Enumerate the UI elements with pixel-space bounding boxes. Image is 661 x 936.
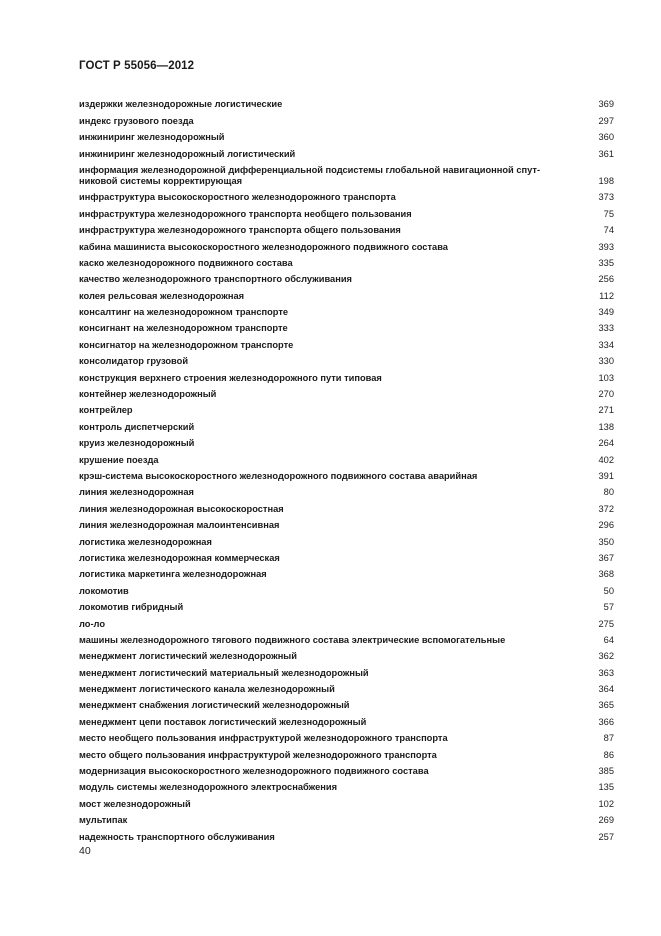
- index-entry: [79, 828, 614, 844]
- index-page-ref: 368: [598, 569, 614, 580]
- index-page-ref: 334: [598, 339, 614, 350]
- index-entry: [79, 730, 614, 746]
- index-term: мультипак: [79, 815, 128, 826]
- index-term: контейнер железнодорожный: [79, 389, 217, 400]
- index-term: инфраструктура железнодорожного транспорта необщего пользования: [79, 208, 412, 219]
- index-term: мост железнодорожный: [79, 798, 191, 809]
- index-entry: [79, 96, 614, 112]
- index-entry: [79, 435, 614, 451]
- index-entry: [79, 648, 614, 664]
- index-entry: [79, 369, 614, 385]
- index-page-ref: 257: [598, 831, 614, 842]
- index-term: инфраструктура высокоскоростного железнодорожного транспорта: [79, 192, 396, 203]
- index-page-ref: 350: [598, 536, 614, 547]
- index-term: надежность транспортного обслуживания: [79, 831, 275, 842]
- index-page-ref: 269: [598, 815, 614, 826]
- index-entry: [79, 746, 614, 762]
- index-term: крушение поезда: [79, 454, 159, 465]
- index-term: модернизация высокоскоростного железнодорожного подвижного состава: [79, 766, 429, 777]
- index-page-ref: 296: [598, 520, 614, 531]
- index-entry: [79, 517, 614, 533]
- index-page-ref: 330: [598, 356, 614, 367]
- index-page-ref: 335: [598, 257, 614, 268]
- index-term: логистика маркетинга железнодорожная: [79, 569, 267, 580]
- index-term: каско железнодорожного подвижного состава: [79, 257, 293, 268]
- index-entry: [79, 145, 614, 161]
- index-entry: [79, 386, 614, 402]
- index-page-ref: 402: [598, 454, 614, 465]
- index-term: консигнант на железнодорожном транспорте: [79, 323, 288, 334]
- index-page-ref: 361: [598, 148, 614, 159]
- index-page-ref: 64: [603, 634, 614, 645]
- index-page-ref: 385: [598, 766, 614, 777]
- index-page-ref: 391: [598, 470, 614, 481]
- index-page-ref: 135: [598, 782, 614, 793]
- index-page-ref: 256: [598, 274, 614, 285]
- index-entry: [79, 615, 614, 631]
- index-page-ref: 360: [598, 132, 614, 143]
- index-entry: [79, 632, 614, 648]
- index-entry: [79, 129, 614, 145]
- index-page-ref: 50: [603, 585, 614, 596]
- index-entry: [79, 451, 614, 467]
- index-page-ref: 393: [598, 241, 614, 252]
- index-term: менеджмент снабжения логистический железнодорожный: [79, 700, 350, 711]
- index-term: кабина машиниста высокоскоростного железнодорожного подвижного состава: [79, 241, 448, 252]
- index-entry: [79, 189, 614, 205]
- index-entry: [79, 533, 614, 549]
- index-term: менеджмент логистический железнодорожный: [79, 651, 297, 662]
- index-page-ref: 275: [598, 618, 614, 629]
- index-term: линия железнодорожная малоинтенсивная: [79, 520, 280, 531]
- index-term: крэш-система высокоскоростного железнодорожного подвижного состава аварийная: [79, 470, 478, 481]
- index-page-ref: 362: [598, 651, 614, 662]
- index-term: инжиниринг железнодорожный логистический: [79, 148, 296, 159]
- index-page-ref: 297: [598, 115, 614, 126]
- index-term: консалтинг на железнодорожном транспорте: [79, 307, 289, 318]
- index-page-ref: 271: [598, 405, 614, 416]
- index-entry: [79, 697, 614, 713]
- index-term: издержки железнодорожные логистические: [79, 99, 283, 110]
- index-entry: [79, 713, 614, 729]
- index-page-ref: 198: [598, 175, 614, 186]
- index-page-ref: 349: [598, 307, 614, 318]
- index-term: менеджмент логистического канала железнодорожный: [79, 684, 335, 695]
- index-term: место общего пользования инфраструктурой железнодорожного транспорта: [79, 749, 437, 760]
- page-number: 40: [79, 845, 91, 857]
- index-page-ref: 264: [598, 438, 614, 449]
- index-page-ref: 369: [598, 99, 614, 110]
- index-page-ref: 138: [598, 421, 614, 432]
- index-term: машины железнодорожного тягового подвижного состава электрические вспомогательные: [79, 634, 506, 645]
- index-page-ref: 75: [603, 208, 614, 219]
- document-header: ГОСТ Р 55056—2012: [79, 60, 195, 72]
- index-term: менеджмент логистический материальный железнодорожный: [79, 667, 369, 678]
- index-entry: [79, 566, 614, 582]
- index-entry: [79, 468, 614, 484]
- index-entry: [79, 255, 614, 271]
- index-page-ref: 57: [603, 602, 614, 613]
- index-entry: [79, 795, 614, 811]
- index-entry: [79, 550, 614, 566]
- index-page-ref: 112: [599, 290, 614, 301]
- index-entry: [79, 763, 614, 779]
- index-term: конструкция верхнего строения железнодорожного пути типовая: [79, 372, 382, 383]
- index-term: консигнатор на железнодорожном транспорте: [79, 339, 294, 350]
- index-entry: [79, 162, 614, 189]
- index-term: контроль диспетчерский: [79, 421, 195, 432]
- index-page-ref: 333: [598, 323, 614, 334]
- index-entry: [79, 222, 614, 238]
- index-term: линия железнодорожная высокоскоростная: [79, 503, 284, 514]
- index-term: линия железнодорожная: [79, 487, 194, 498]
- index-entry: [79, 287, 614, 303]
- index-term: ло-ло: [79, 618, 106, 629]
- index-page-ref: 86: [603, 749, 614, 760]
- index-term: логистика железнодорожная коммерческая: [79, 552, 280, 563]
- index-page-ref: 103: [598, 372, 614, 383]
- index-term: контрейлер: [79, 405, 133, 416]
- index-page-ref: 102: [598, 798, 614, 809]
- index-entry: [79, 582, 614, 598]
- index-term: инфраструктура железнодорожного транспорта общего пользования: [79, 225, 401, 236]
- index-term: информация железнодорожной дифференциальной подсистемы глобальной навигационной спут-никовой системы корректирующая: [79, 164, 541, 186]
- index-page-ref: 80: [603, 487, 614, 498]
- index-term: менеджмент цепи поставок логистический железнодорожный: [79, 716, 367, 727]
- index-entry: [79, 205, 614, 221]
- index-entry: [79, 418, 614, 434]
- index-term: инжиниринг железнодорожный: [79, 132, 225, 143]
- alphabetical-index: [79, 96, 614, 845]
- index-entry: [79, 681, 614, 697]
- index-entry: [79, 320, 614, 336]
- index-entry: [79, 484, 614, 500]
- index-term: качество железнодорожного транспортного обслуживания: [79, 274, 352, 285]
- index-term: модуль системы железнодорожного электроснабжения: [79, 782, 338, 793]
- index-entry: [79, 238, 614, 254]
- index-term: логистика железнодорожная: [79, 536, 212, 547]
- index-page-ref: 367: [598, 552, 614, 563]
- index-page-ref: 74: [603, 225, 614, 236]
- index-term: круиз железнодорожный: [79, 438, 195, 449]
- index-entry: [79, 336, 614, 352]
- index-entry: [79, 599, 614, 615]
- index-term: консолидатор грузовой: [79, 356, 189, 367]
- index-page-ref: 363: [598, 667, 614, 678]
- index-entry: [79, 664, 614, 680]
- index-entry: [79, 304, 614, 320]
- index-page-ref: 365: [598, 700, 614, 711]
- index-entry: [79, 402, 614, 418]
- index-page-ref: 270: [598, 389, 614, 400]
- index-entry: [79, 353, 614, 369]
- index-term: место необщего пользования инфраструктурой железнодорожного транспорта: [79, 733, 448, 744]
- index-term: локомотив гибридный: [79, 602, 184, 613]
- index-page-ref: 372: [598, 503, 614, 514]
- index-entry: [79, 779, 614, 795]
- index-page-ref: 364: [598, 684, 614, 695]
- index-page-ref: 373: [598, 192, 614, 203]
- index-entry: [79, 500, 614, 516]
- index-term: индекс грузового поезда: [79, 115, 194, 126]
- index-term: локомотив: [79, 585, 129, 596]
- index-entry: [79, 271, 614, 287]
- index-page-ref: 366: [598, 716, 614, 727]
- index-term: колея рельсовая железнодорожная: [79, 290, 245, 301]
- index-entry: [79, 112, 614, 128]
- index-entry: [79, 812, 614, 828]
- index-page-ref: 87: [603, 733, 614, 744]
